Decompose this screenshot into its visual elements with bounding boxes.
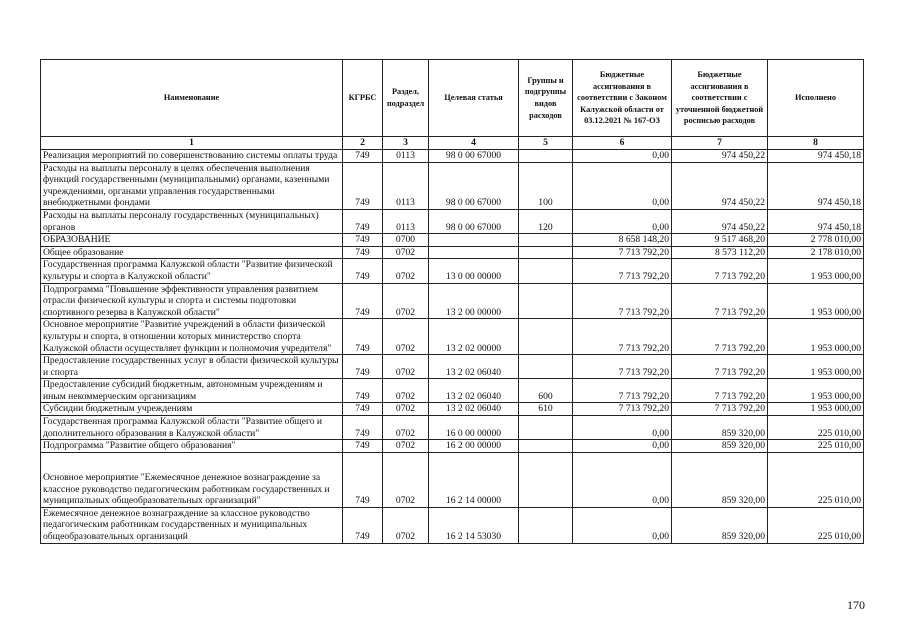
- row-article: [429, 246, 519, 259]
- row-refined-amount: 859 320,00: [672, 507, 768, 543]
- row-name: Основное мероприятие "Развитие учреждений в области физической культуры и спорта, в отношении которых министерство спорта Калужской области осуществляет функции и полномочия учредителя": [41, 319, 343, 355]
- row-executed-amount: 225 010,00: [768, 440, 864, 453]
- row-refined-amount: 859 320,00: [672, 452, 768, 507]
- row-article: 16 2 14 53030: [429, 507, 519, 543]
- table-row: [41, 234, 864, 247]
- row-section: 0702: [383, 283, 429, 319]
- header-row: [41, 60, 864, 137]
- row-refined-amount: 7 713 792,20: [672, 283, 768, 319]
- row-name: ОБРАЗОВАНИЕ: [41, 234, 343, 247]
- row-kgrbs: 749: [343, 440, 383, 453]
- table-row: [41, 259, 864, 283]
- row-kgrbs: 749: [343, 416, 383, 440]
- row-kgrbs: 749: [343, 355, 383, 379]
- row-section: 0702: [383, 355, 429, 379]
- column-number: 2: [343, 137, 383, 150]
- row-kgrbs: 749: [343, 507, 383, 543]
- row-group: [519, 319, 573, 355]
- row-section: 0702: [383, 259, 429, 283]
- row-section: 0702: [383, 319, 429, 355]
- col-header-article: Целевая статья: [429, 60, 519, 137]
- table-row: [41, 355, 864, 379]
- page-number: 170: [847, 598, 865, 612]
- row-group: [519, 150, 573, 163]
- row-law-amount: 7 713 792,20: [573, 379, 672, 403]
- row-kgrbs: 749: [343, 209, 383, 233]
- row-article: 13 2 02 00000: [429, 319, 519, 355]
- row-article: 13 2 02 06040: [429, 379, 519, 403]
- row-kgrbs: 749: [343, 162, 383, 209]
- row-section: 0702: [383, 452, 429, 507]
- row-kgrbs: 749: [343, 379, 383, 403]
- column-number: 5: [519, 137, 573, 150]
- table-row: [41, 246, 864, 259]
- col-header-group: Группы и подгруппы видов расходов: [519, 60, 573, 137]
- row-refined-amount: 859 320,00: [672, 416, 768, 440]
- row-executed-amount: 974 450,18: [768, 162, 864, 209]
- column-number: 7: [672, 137, 768, 150]
- row-executed-amount: 2 178 010,00: [768, 246, 864, 259]
- row-kgrbs: 749: [343, 246, 383, 259]
- row-executed-amount: 974 450,18: [768, 209, 864, 233]
- row-name: Государственная программа Калужской области "Развитие общего и дополнительного образования в Калужской области": [41, 416, 343, 440]
- row-article: 13 2 00 00000: [429, 283, 519, 319]
- row-law-amount: 7 713 792,20: [573, 283, 672, 319]
- table-row: [41, 150, 864, 163]
- row-article: 13 0 00 00000: [429, 259, 519, 283]
- row-refined-amount: 7 713 792,20: [672, 355, 768, 379]
- row-kgrbs: 749: [343, 452, 383, 507]
- row-law-amount: 7 713 792,20: [573, 246, 672, 259]
- row-law-amount: 8 658 148,20: [573, 234, 672, 247]
- row-kgrbs: 749: [343, 319, 383, 355]
- row-refined-amount: 974 450,22: [672, 162, 768, 209]
- table-row: [41, 283, 864, 319]
- row-law-amount: 0,00: [573, 440, 672, 453]
- row-name: Основное мероприятие "Ежемесячное денежное вознаграждение за классное руководство педагогическим работникам государственных и муниципальных общеобразовательных организаций": [41, 452, 343, 507]
- row-kgrbs: 749: [343, 283, 383, 319]
- row-executed-amount: 1 953 000,00: [768, 379, 864, 403]
- row-law-amount: 7 713 792,20: [573, 259, 672, 283]
- row-section: 0113: [383, 209, 429, 233]
- row-name: Ежемесячное денежное вознаграждение за классное руководство педагогическим работникам государственных и муниципальных общеобразовательных организаций: [41, 507, 343, 543]
- col-header-section: Раздел, подраздел: [383, 60, 429, 137]
- col-header-kgrbs: КГРБС: [343, 60, 383, 137]
- row-section: 0113: [383, 150, 429, 163]
- row-executed-amount: 225 010,00: [768, 507, 864, 543]
- row-law-amount: 7 713 792,20: [573, 355, 672, 379]
- row-name: Государственная программа Калужской области "Развитие физической культуры и спорта в Калужской области": [41, 259, 343, 283]
- row-section: 0702: [383, 246, 429, 259]
- row-name: Предоставление субсидий бюджетным, автономным учреждениям и иным некоммерческим организациям: [41, 379, 343, 403]
- row-law-amount: 7 713 792,20: [573, 403, 672, 416]
- row-kgrbs: 749: [343, 403, 383, 416]
- row-group: [519, 507, 573, 543]
- row-refined-amount: 7 713 792,20: [672, 259, 768, 283]
- row-group: [519, 234, 573, 247]
- table-row: [41, 416, 864, 440]
- row-article: 13 2 02 06040: [429, 355, 519, 379]
- row-law-amount: 0,00: [573, 452, 672, 507]
- row-group: [519, 440, 573, 453]
- col-header-executed: Исполнено: [768, 60, 864, 137]
- row-executed-amount: 974 450,18: [768, 150, 864, 163]
- row-name: Подпрограмма "Повышение эффективности управления развитием отрасли физической культуры и спорта и системы подготовки спортивного резерва в Калужской области": [41, 283, 343, 319]
- column-number: 1: [41, 137, 343, 150]
- row-law-amount: 0,00: [573, 507, 672, 543]
- row-group: 600: [519, 379, 573, 403]
- row-article: 16 2 14 00000: [429, 452, 519, 507]
- row-law-amount: 0,00: [573, 416, 672, 440]
- row-group: 100: [519, 162, 573, 209]
- table-row: [41, 507, 864, 543]
- row-name: Субсидии бюджетным учреждениям: [41, 403, 343, 416]
- row-executed-amount: 225 010,00: [768, 452, 864, 507]
- row-article: 98 0 00 67000: [429, 162, 519, 209]
- row-law-amount: 7 713 792,20: [573, 319, 672, 355]
- row-section: 0702: [383, 403, 429, 416]
- col-header-refined: Бюджетные ассигнования в соответствии с уточненной бюджетной росписью расходов: [672, 60, 768, 137]
- row-group: [519, 355, 573, 379]
- row-group: 120: [519, 209, 573, 233]
- row-executed-amount: 2 778 010,00: [768, 234, 864, 247]
- row-article: 13 2 02 06040: [429, 403, 519, 416]
- row-executed-amount: 225 010,00: [768, 416, 864, 440]
- row-executed-amount: 1 953 000,00: [768, 403, 864, 416]
- row-refined-amount: 974 450,22: [672, 209, 768, 233]
- row-name: Предоставление государственных услуг в области физической культуры и спорта: [41, 355, 343, 379]
- row-refined-amount: 7 713 792,20: [672, 379, 768, 403]
- row-article: 16 2 00 00000: [429, 440, 519, 453]
- row-group: [519, 283, 573, 319]
- row-article: 98 0 00 67000: [429, 150, 519, 163]
- row-law-amount: 0,00: [573, 150, 672, 163]
- column-number: 8: [768, 137, 864, 150]
- row-kgrbs: 749: [343, 150, 383, 163]
- row-name: Общее образование: [41, 246, 343, 259]
- row-refined-amount: 7 713 792,20: [672, 319, 768, 355]
- column-number: 3: [383, 137, 429, 150]
- col-header-law: Бюджетные ассигнования в соответствии с Законом Калужской области от 03.12.2021 № 167-ОЗ: [573, 60, 672, 137]
- row-section: 0113: [383, 162, 429, 209]
- row-article: 16 0 00 00000: [429, 416, 519, 440]
- row-executed-amount: 1 953 000,00: [768, 319, 864, 355]
- row-executed-amount: 1 953 000,00: [768, 259, 864, 283]
- table-row: [41, 162, 864, 209]
- row-kgrbs: 749: [343, 259, 383, 283]
- table-row: [41, 209, 864, 233]
- row-law-amount: 0,00: [573, 209, 672, 233]
- column-number: 4: [429, 137, 519, 150]
- row-name: Подпрограмма "Развитие общего образования": [41, 440, 343, 453]
- column-number: 6: [573, 137, 672, 150]
- column-number-row: [41, 137, 864, 150]
- table-row: [41, 379, 864, 403]
- row-group: [519, 246, 573, 259]
- table-row: [41, 319, 864, 355]
- row-group: [519, 416, 573, 440]
- row-article: 98 0 00 67000: [429, 209, 519, 233]
- row-name: Реализация мероприятий по совершенствованию системы оплаты труда: [41, 150, 343, 163]
- row-executed-amount: 1 953 000,00: [768, 355, 864, 379]
- table-row: [41, 403, 864, 416]
- row-name: Расходы на выплаты персоналу государственных (муниципальных) органов: [41, 209, 343, 233]
- row-kgrbs: 749: [343, 234, 383, 247]
- row-refined-amount: 859 320,00: [672, 440, 768, 453]
- row-refined-amount: 8 573 112,20: [672, 246, 768, 259]
- budget-table: [40, 59, 864, 544]
- row-refined-amount: 9 517 468,20: [672, 234, 768, 247]
- row-refined-amount: 7 713 792,20: [672, 403, 768, 416]
- row-executed-amount: 1 953 000,00: [768, 283, 864, 319]
- row-section: 0702: [383, 507, 429, 543]
- row-section: 0702: [383, 440, 429, 453]
- row-name: Расходы на выплаты персоналу в целях обеспечения выполнения функций государственными (муниципальными) органами, казенными учреждениями, органами управления государственными внебюджетными фондами: [41, 162, 343, 209]
- row-section: 0700: [383, 234, 429, 247]
- table-row: [41, 440, 864, 453]
- row-group: [519, 259, 573, 283]
- row-law-amount: 0,00: [573, 162, 672, 209]
- row-section: 0702: [383, 379, 429, 403]
- row-group: [519, 452, 573, 507]
- table-row: [41, 452, 864, 507]
- row-group: 610: [519, 403, 573, 416]
- col-header-name: Наименование: [41, 60, 343, 137]
- row-article: [429, 234, 519, 247]
- row-section: 0702: [383, 416, 429, 440]
- row-refined-amount: 974 450,22: [672, 150, 768, 163]
